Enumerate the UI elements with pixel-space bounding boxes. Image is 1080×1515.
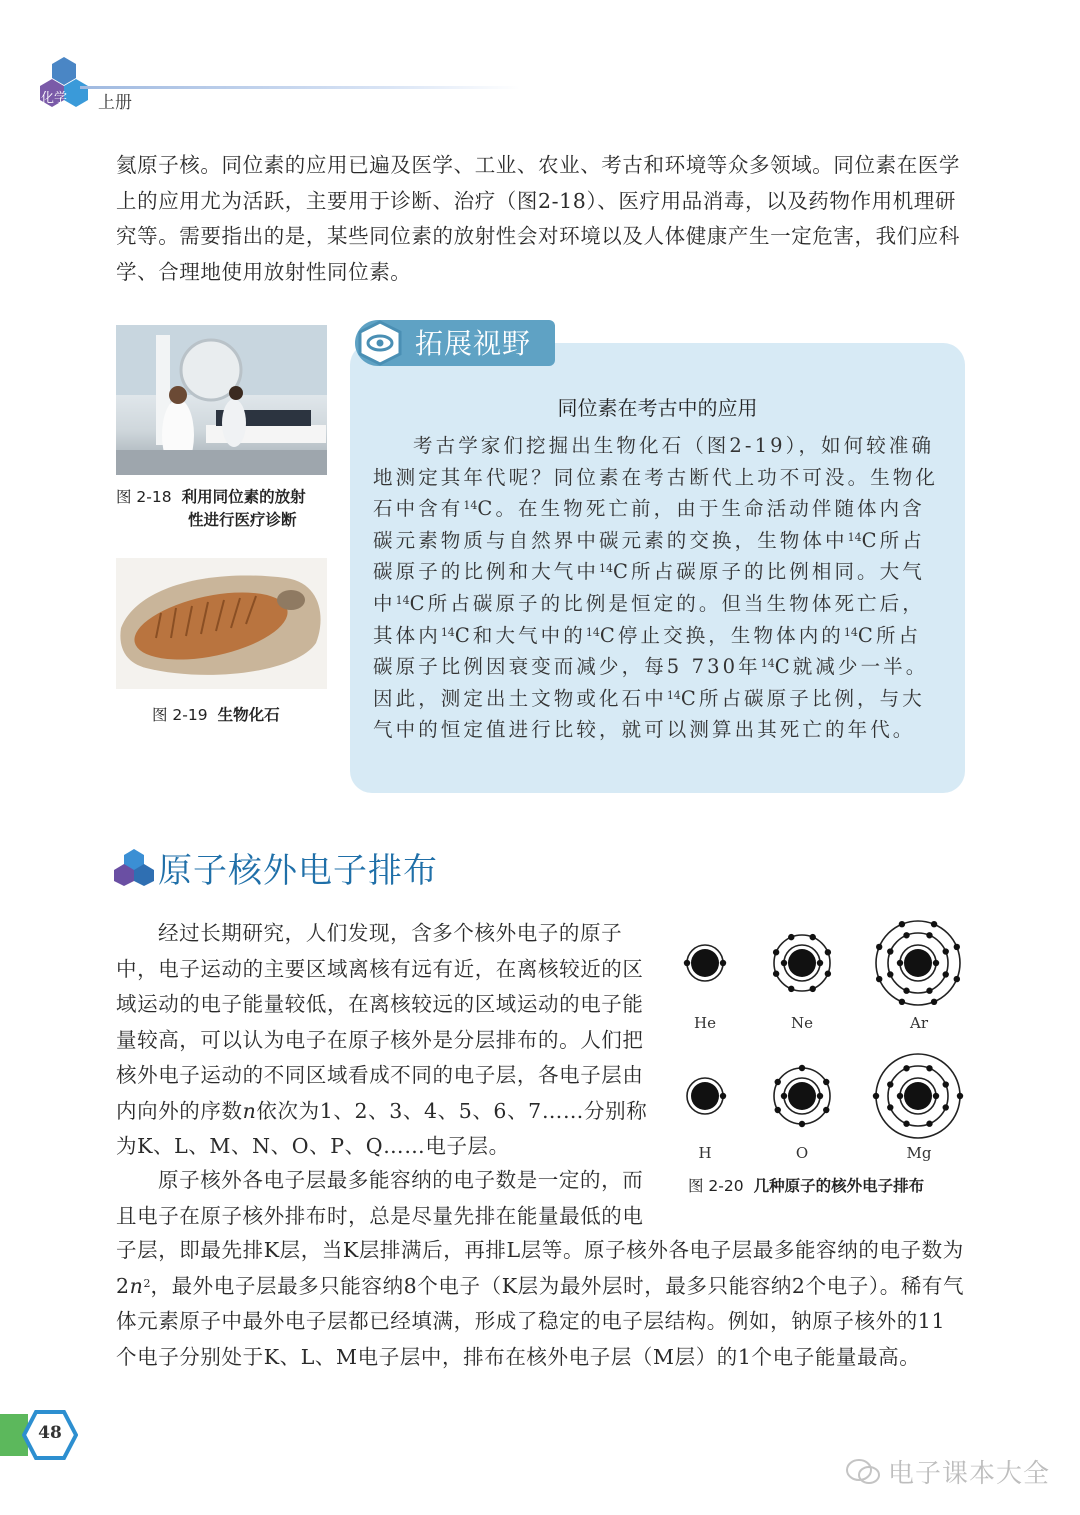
electron	[931, 921, 937, 927]
electron	[788, 934, 794, 940]
nucleus	[788, 949, 816, 977]
electron	[897, 1093, 903, 1099]
electron	[799, 1065, 805, 1071]
electron	[887, 971, 893, 977]
figure-2-19-caption: 图 2-19 生物化石	[152, 706, 280, 724]
figure-2-20-caption: 图 2-20 几种原子的核外电子排布	[688, 1177, 925, 1195]
atom-h	[687, 1078, 726, 1114]
nucleus	[788, 1082, 816, 1110]
electron	[799, 1121, 805, 1127]
electron	[876, 976, 882, 982]
electron	[887, 1081, 893, 1087]
section-paragraph-3: 子层，即最先排K层，当K层排满后，再排L层等。原子核外各电子层最多能容纳的电子数为$2n^2$，最外电子层最多只能容纳8个电子（K层为最外层时，最多只能容纳2个电子）。稀有气体元素原子中最外电子层都已经填满，形成了稳定的电子层结构。例如，钠原子核外的11个电子分别处于K、L、M电子层中，排布在核外电子层（M层）的1个电子能量最高。	[116, 1238, 965, 1369]
electron	[903, 1121, 909, 1127]
electron	[775, 1079, 781, 1085]
nucleus	[904, 1082, 932, 1110]
electron	[926, 988, 932, 994]
atom-label-ne: Ne	[790, 1014, 813, 1032]
atom-ar	[876, 921, 960, 1005]
hex-label: 化学	[41, 91, 68, 106]
electron	[788, 986, 794, 992]
electron	[720, 1093, 726, 1099]
electron	[823, 1079, 829, 1085]
electron	[825, 971, 831, 977]
electron	[926, 932, 932, 938]
eye-icon	[355, 320, 405, 366]
extension-text: 考古学家们挖掘出生物化石（图2-19），如何较准确地测定其年代呢？同位素在考古断代上功不可没。生物化石中含有$^{14}$C。在生物死亡前，由于生命活动伴随体内含碳元素物质与自然界中碳元素的交换，生物体中$^{14}$C所占碳原子的比例和大气中$^{14}$C所占碳原子的比例相同。大气中$^{14}$C所占碳原子的比例是恒定的。但当生物体死亡后，其体内$^{14}$C和大气中的$^{14}$C停止交换，生物体内的$^{14}$C所占碳原子比例因衰变而减少，每5 730年$^{14}$C就减少一半。因此，测定出土文物或化石中$^{14}$C所占碳原子比例，与大气中的恒定值进行比较，就可以测算出其死亡的年代。	[373, 434, 939, 742]
electron	[954, 976, 960, 982]
electron	[943, 948, 949, 954]
page-number: 48	[38, 1423, 62, 1443]
electron	[943, 1081, 949, 1087]
intro-paragraph: 氦原子核。同位素的应用已遍及医学、工业、农业、考古和环境等众多领域。同位素在医学上的应用尤为活跃，主要用于诊断、治疗（图2-18）、医疗用品消毒，以及药物作用机理研究等。需要指出的是，某些同位素的放射性会对环境以及人体健康产生一定危害，我们应科学、合理地使用放射性同位素。	[116, 153, 960, 284]
header-rule	[80, 86, 520, 89]
book-volume-label: 上册	[98, 93, 132, 113]
electron	[957, 1093, 963, 1099]
electron	[775, 1107, 781, 1113]
nucleus	[691, 1082, 719, 1110]
electron	[899, 921, 905, 927]
electron-shell-diagram	[670, 910, 970, 1170]
electron	[943, 971, 949, 977]
watermark-text: 电子课本大全	[888, 1459, 1051, 1489]
electron	[773, 971, 779, 977]
electron	[933, 960, 939, 966]
electron	[684, 960, 690, 966]
electron	[810, 986, 816, 992]
electron	[887, 1104, 893, 1110]
electron	[720, 960, 726, 966]
fossil-photo	[116, 558, 327, 689]
atom-label-ar: Ar	[909, 1014, 928, 1032]
extension-title: 同位素在考古中的应用	[557, 396, 758, 420]
electron	[926, 1065, 932, 1071]
atom-label-he: He	[694, 1014, 716, 1032]
atom-he	[684, 945, 726, 981]
nucleus	[691, 949, 719, 977]
electron	[903, 932, 909, 938]
medical-diagnosis-photo	[116, 325, 327, 475]
electron	[823, 1107, 829, 1113]
atom-o	[774, 1065, 830, 1127]
electron	[954, 944, 960, 950]
atom-label-mg: Mg	[906, 1144, 932, 1162]
section-cubes-icon	[113, 848, 155, 886]
section-paragraph-2: 原子核外各电子层最多能容纳的电子数是一定的，而且电子在原子核外排布时，总是尽量先排在能量最低的电	[116, 1168, 644, 1228]
section-paragraph-1: 经过长期研究，人们发现，含多个核外电子的原子中，电子运动的主要区域离核有远有近，在离核较近的区域运动的电子能量较低，在离核较远的区域运动的电子能量较高，可以认为电子在原子核外是分层排布的。人们把核外电子运动的不同区域看成不同的电子层，各电子层由内向外的序数n依次为1、2、3、4、5、6、7……分别称为K、L、M、N、O、P、Q……电子层。	[116, 921, 648, 1158]
electron	[933, 1093, 939, 1099]
figure-2-18-caption: 图 2-18 利用同位素的放射 性进行医疗诊断	[116, 488, 306, 529]
electron	[873, 1093, 879, 1099]
electron	[817, 960, 823, 966]
nucleus	[904, 949, 932, 977]
electron	[825, 949, 831, 955]
atom-ne	[773, 934, 831, 992]
electron	[897, 960, 903, 966]
electron	[773, 949, 779, 955]
electron	[943, 1104, 949, 1110]
atom-label-o: O	[795, 1144, 809, 1162]
electron	[876, 944, 882, 950]
electron	[931, 999, 937, 1005]
electron	[903, 1065, 909, 1071]
atom-mg	[873, 1054, 963, 1138]
electron	[926, 1121, 932, 1127]
electron	[781, 960, 787, 966]
electron	[899, 999, 905, 1005]
extension-tab-label: 拓展视野	[415, 327, 532, 360]
electron	[887, 948, 893, 954]
atom-label-h: H	[698, 1144, 712, 1162]
wechat-icon	[845, 1458, 881, 1486]
electron	[810, 934, 816, 940]
electron	[817, 1093, 823, 1099]
section-title: 原子核外电子排布	[158, 851, 438, 891]
electron	[903, 988, 909, 994]
electron	[781, 1093, 787, 1099]
